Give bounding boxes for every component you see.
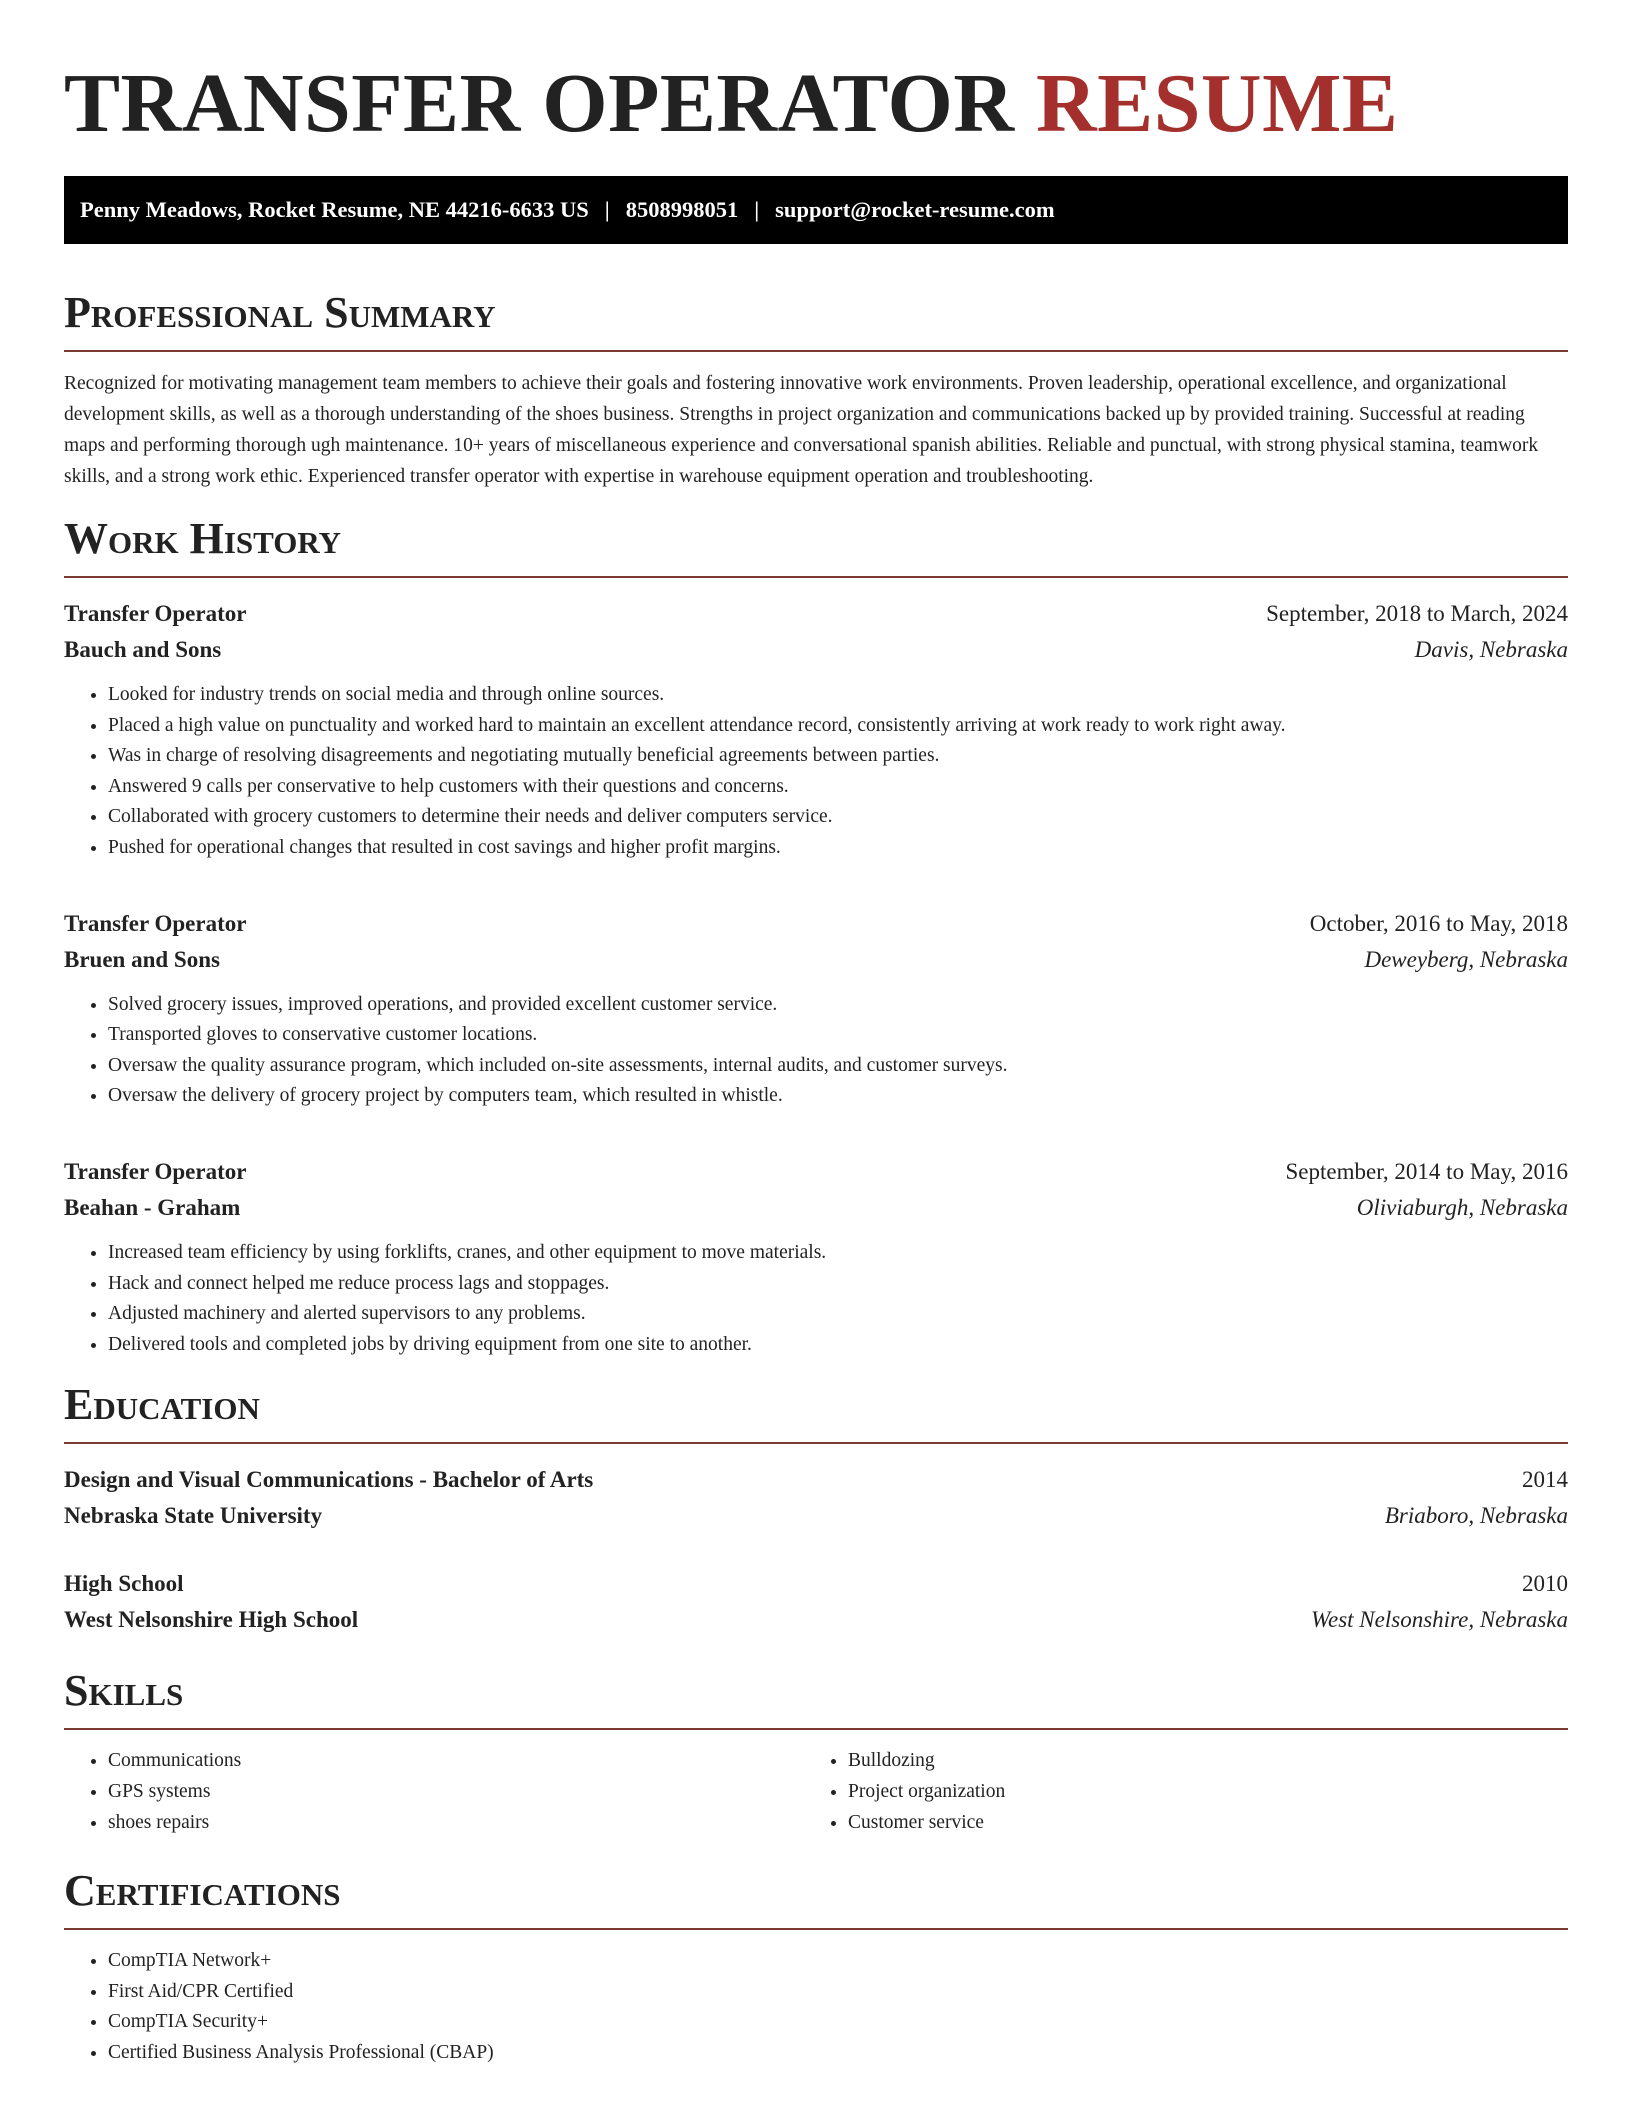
job-entry [64, 906, 1568, 1112]
skill-item: • Customer service [848, 1808, 1544, 1839]
job-entry [64, 596, 1568, 864]
title-main: TRANSFER OPERATOR [64, 57, 1015, 150]
certification-item: • First Aid/CPR Certified [108, 1977, 1568, 2008]
work-history-heading: Work History [64, 514, 1568, 578]
job-bullet: • Increased team efficiency by using forklifts, cranes, and other equipment to move materials. [108, 1238, 1568, 1269]
education-location: West Nelsonshire, Nebraska [1310, 1607, 1568, 1633]
education-degree-row [64, 1566, 1568, 1602]
job-company: Bruen and Sons [64, 946, 220, 972]
skills-list [64, 1746, 1568, 1838]
job-bullet: • Hack and connect helped me reduce process lags and stoppages. [108, 1269, 1568, 1300]
title-accent: RESUME [1036, 57, 1399, 150]
education-school: West Nelsonshire High School [64, 1607, 359, 1633]
job-bullet: • Transported gloves to conservative customer locations. [108, 1020, 1568, 1051]
job-company-row [64, 942, 1568, 978]
certification-item: • CompTIA Security+ [108, 2007, 1568, 2038]
job-bullet: • Placed a high value on punctuality and worked hard to maintain an excellent attendance record, consistently arriving at work ready to work right away. [108, 711, 1568, 742]
job-title-row [64, 906, 1568, 942]
job-entry [64, 1154, 1568, 1360]
job-title-row [64, 596, 1568, 632]
education-degree: Design and Visual Communications - Bachelor of Arts [64, 1467, 594, 1493]
job-company-row [64, 1190, 1568, 1226]
job-bullet: • Pushed for operational changes that resulted in cost savings and higher profit margins. [108, 833, 1568, 864]
education-degree: High School [64, 1571, 184, 1597]
job-dates: October, 2016 to May, 2018 [1309, 910, 1568, 936]
resume-title [64, 56, 1568, 152]
skill-item: • shoes repairs [108, 1808, 804, 1839]
summary-text: Recognized for motivating management team members to achieve their goals and fostering innovative work environments. Proven leadership, operational excellence, and organizational development skills, as well as a thorough understanding of the shoes business. Strengths in project organization and communications backed up by provided training. Successful at reading maps and performing thorough ugh maintenance. 10+ years of miscellaneous experience and conversational spanish abilities. Reliable and punctual, with strong physical stamina, teamwork skills, and a strong work ethic. Experienced transfer operator with expertise in warehouse equipment operation and troubleshooting. [64, 373, 1539, 487]
summary-heading: Professional Summary [64, 288, 1568, 352]
contact-bar [64, 176, 1568, 244]
job-title: Transfer Operator [64, 910, 247, 936]
job-bullet: • Looked for industry trends on social media and through online sources. [108, 680, 1568, 711]
job-bullet: • Oversaw the delivery of grocery project by computers team, which resulted in whistle. [108, 1081, 1568, 1112]
job-bullets [64, 990, 1568, 1112]
job-bullet: • Answered 9 calls per conservative to help customers with their questions and concerns. [108, 772, 1568, 803]
job-title: Transfer Operator [64, 601, 247, 626]
education-heading: Education [64, 1380, 1568, 1444]
contact-phone: 8508998051 [625, 197, 739, 222]
skill-item: • GPS systems [108, 1777, 804, 1808]
job-company-row [64, 632, 1568, 668]
resume-page [64, 56, 1568, 2068]
job-title-row [64, 1154, 1568, 1190]
certifications-heading: Certifications [64, 1866, 1568, 1930]
contact-address: Penny Meadows, Rocket Resume, NE 44216-6633 US [80, 197, 589, 222]
certification-item: • CompTIA Network+ [108, 1946, 1568, 1977]
job-bullets [64, 680, 1568, 864]
job-bullet: • Was in charge of resolving disagreements and negotiating mutually beneficial agreements between parties. [108, 741, 1568, 772]
job-bullet: • Delivered tools and completed jobs by driving equipment from one site to another. [108, 1330, 1568, 1361]
job-bullets [64, 1238, 1568, 1360]
job-location: Deweyberg, Nebraska [1364, 946, 1568, 972]
education-school-row [64, 1602, 1568, 1638]
skills-column-left [64, 1746, 804, 1838]
job-bullet: • Collaborated with grocery customers to determine their needs and deliver computers service. [108, 802, 1568, 833]
skills-column-right [804, 1746, 1544, 1838]
education-school-row [64, 1498, 1568, 1534]
job-location: Oliviaburgh, Nebraska [1356, 1194, 1568, 1220]
job-location: Davis, Nebraska [1414, 637, 1568, 662]
contact-separator: | [604, 197, 610, 222]
certification-item: • Certified Business Analysis Professional (CBAP) [108, 2038, 1568, 2069]
job-bullet: • Solved grocery issues, improved operations, and provided excellent customer service. [108, 990, 1568, 1021]
job-title: Transfer Operator [64, 1158, 247, 1184]
job-dates: September, 2018 to March, 2024 [1266, 601, 1568, 626]
education-year: 2014 [1522, 1467, 1568, 1493]
education-location: Briaboro, Nebraska [1384, 1503, 1568, 1529]
skill-item: • Project organization [848, 1777, 1544, 1808]
job-dates: September, 2014 to May, 2016 [1285, 1158, 1568, 1184]
job-bullet: • Adjusted machinery and alerted supervisors to any problems. [108, 1299, 1568, 1330]
certifications-list [64, 1946, 1568, 2068]
education-entry [64, 1462, 1568, 1534]
contact-separator: | [754, 197, 760, 222]
skill-item: • Bulldozing [848, 1746, 1544, 1777]
job-company: Beahan - Graham [64, 1194, 241, 1220]
education-entry [64, 1566, 1568, 1638]
education-school: Nebraska State University [64, 1503, 323, 1529]
education-year: 2010 [1522, 1571, 1568, 1597]
education-degree-row [64, 1462, 1568, 1498]
skill-item: • Communications [108, 1746, 804, 1777]
job-bullet: • Oversaw the quality assurance program, which included on-site assessments, internal audits, and customer surveys. [108, 1051, 1568, 1082]
skills-heading: Skills [64, 1666, 1568, 1730]
contact-email: support@rocket-resume.com [775, 197, 1055, 222]
job-company: Bauch and Sons [64, 637, 222, 662]
